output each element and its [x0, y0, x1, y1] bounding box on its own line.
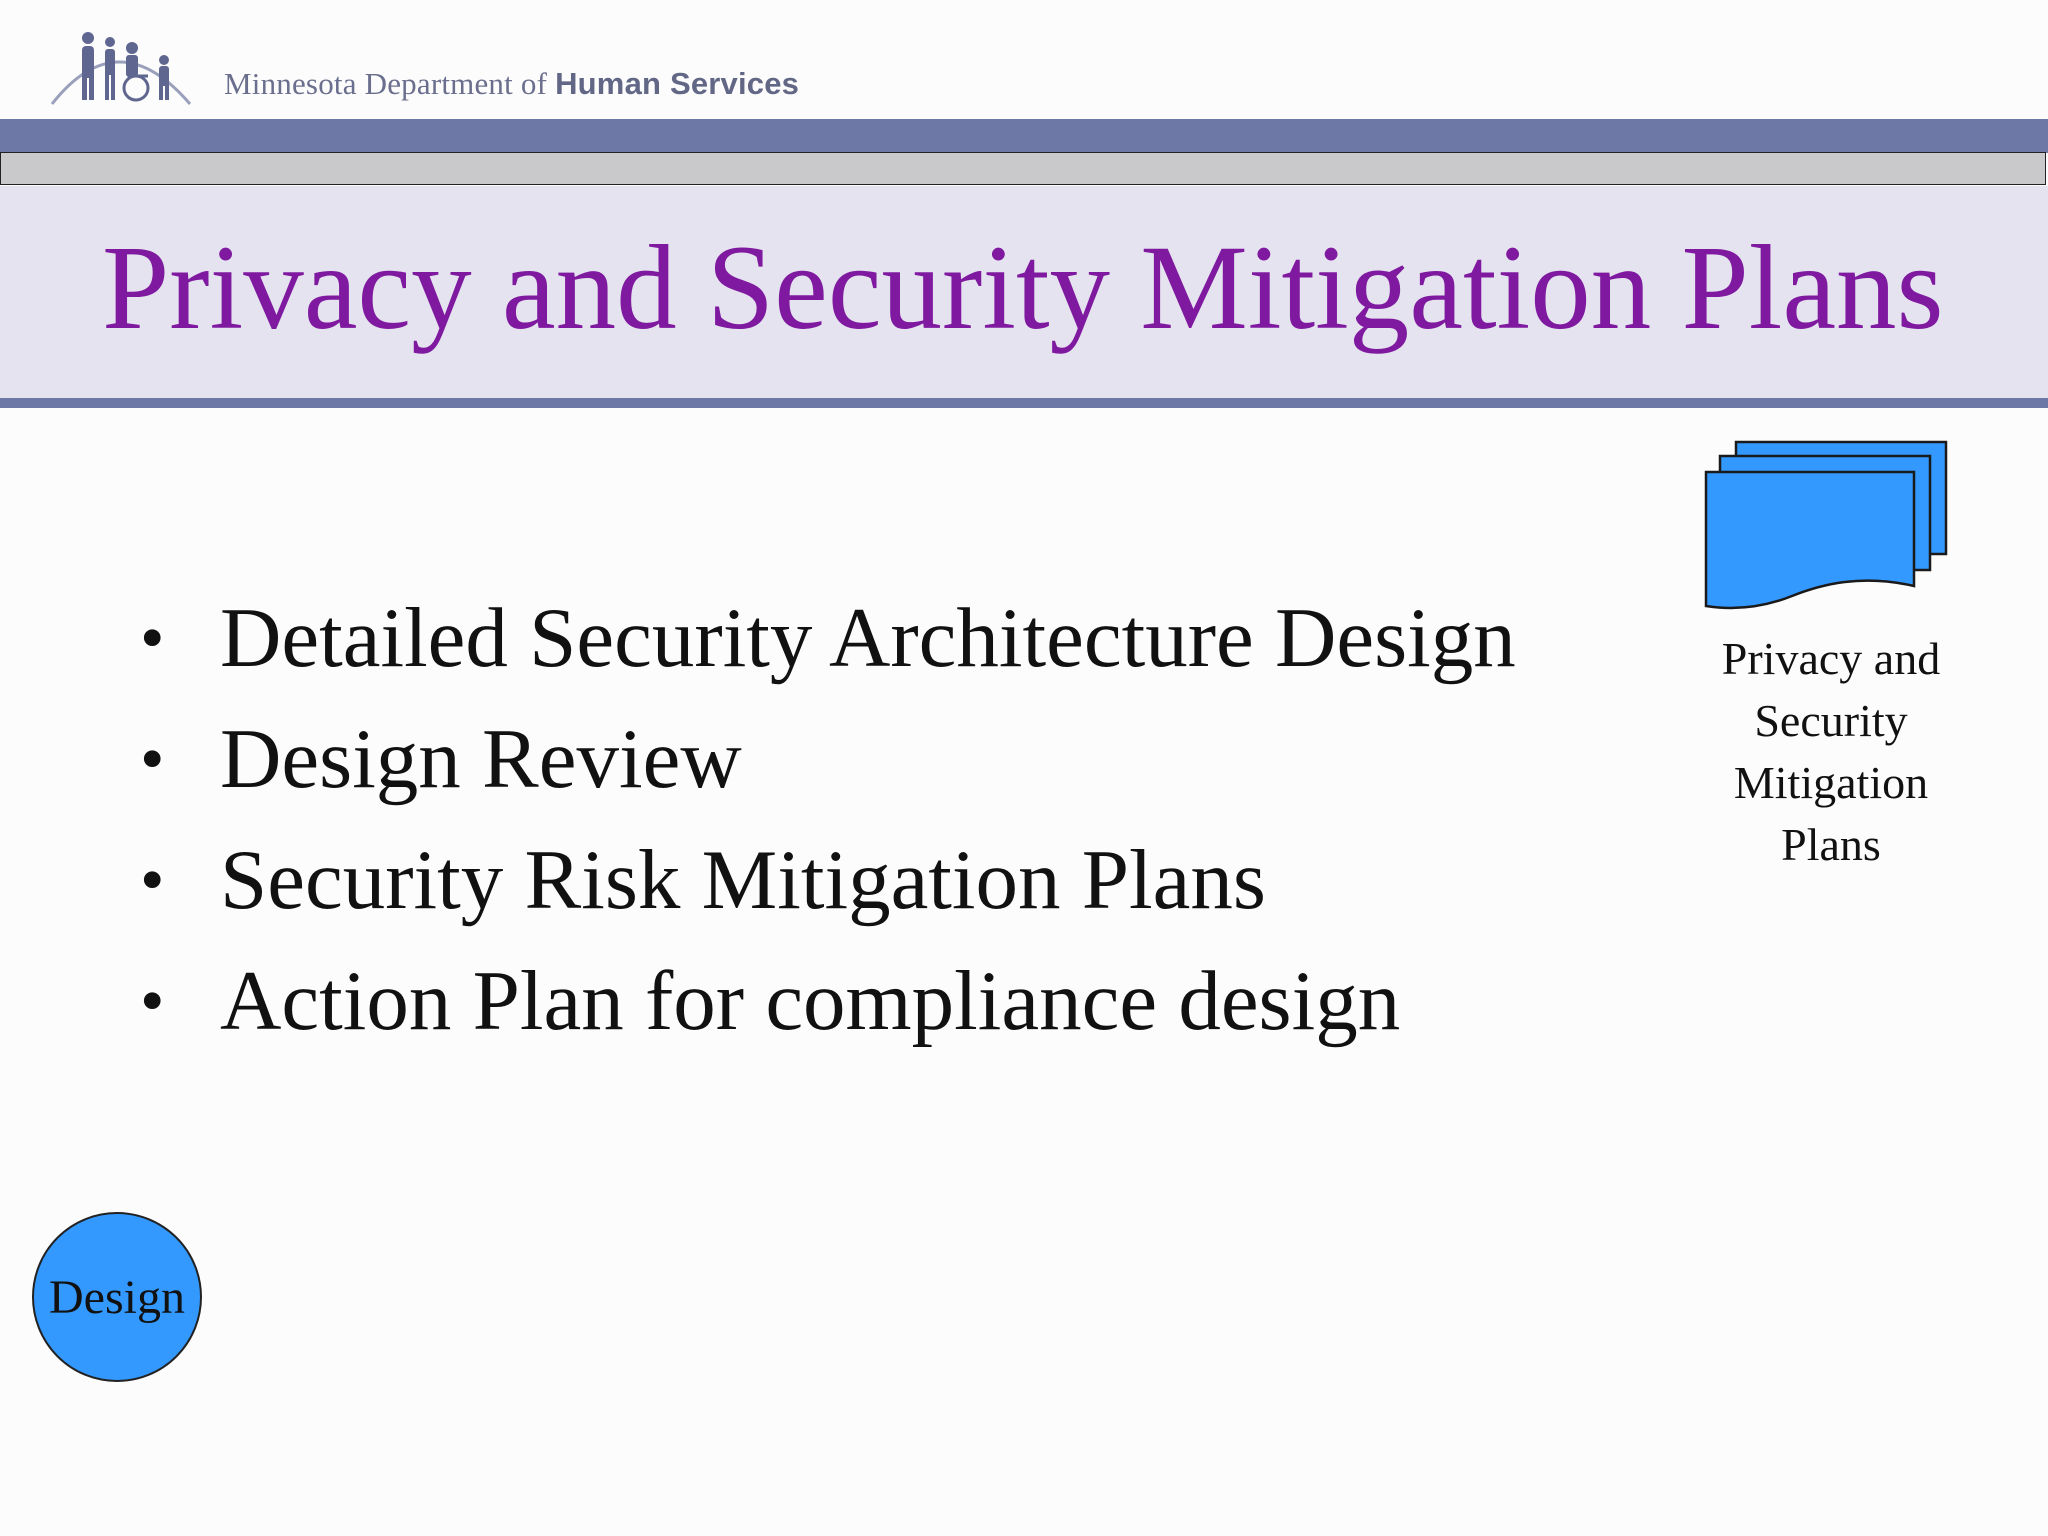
design-stage-label: Design [49, 1270, 185, 1324]
bullet-item: • Detailed Security Architecture Design [140, 578, 1516, 699]
multi-document-icon [1702, 440, 1948, 616]
document-label-line: Security [1754, 695, 1908, 746]
organization-name [224, 66, 799, 102]
family-logo-icon [48, 26, 194, 106]
header-band [0, 119, 2048, 153]
document-label-line: Privacy and [1721, 633, 1941, 684]
design-stage-circle [32, 1212, 202, 1382]
bullet-list [140, 578, 1516, 1062]
slide-title: Privacy and Security Mitigation Plans [102, 221, 1944, 355]
document-label-line: Mitigation [1733, 757, 1929, 808]
header-gray-band [0, 152, 2046, 185]
title-underline [0, 398, 2048, 408]
bullet-item: • Action Plan for compliance design [140, 941, 1516, 1062]
org-name-prefix: Minnesota Department of [224, 66, 548, 101]
bullet-item: • Security Risk Mitigation Plans [140, 820, 1516, 941]
document-label-line: Plans [1781, 819, 1881, 870]
bullet-item: • Design Review [140, 699, 1516, 820]
document-label [1700, 628, 1962, 876]
org-name-emphasis: Human Services [555, 66, 800, 101]
